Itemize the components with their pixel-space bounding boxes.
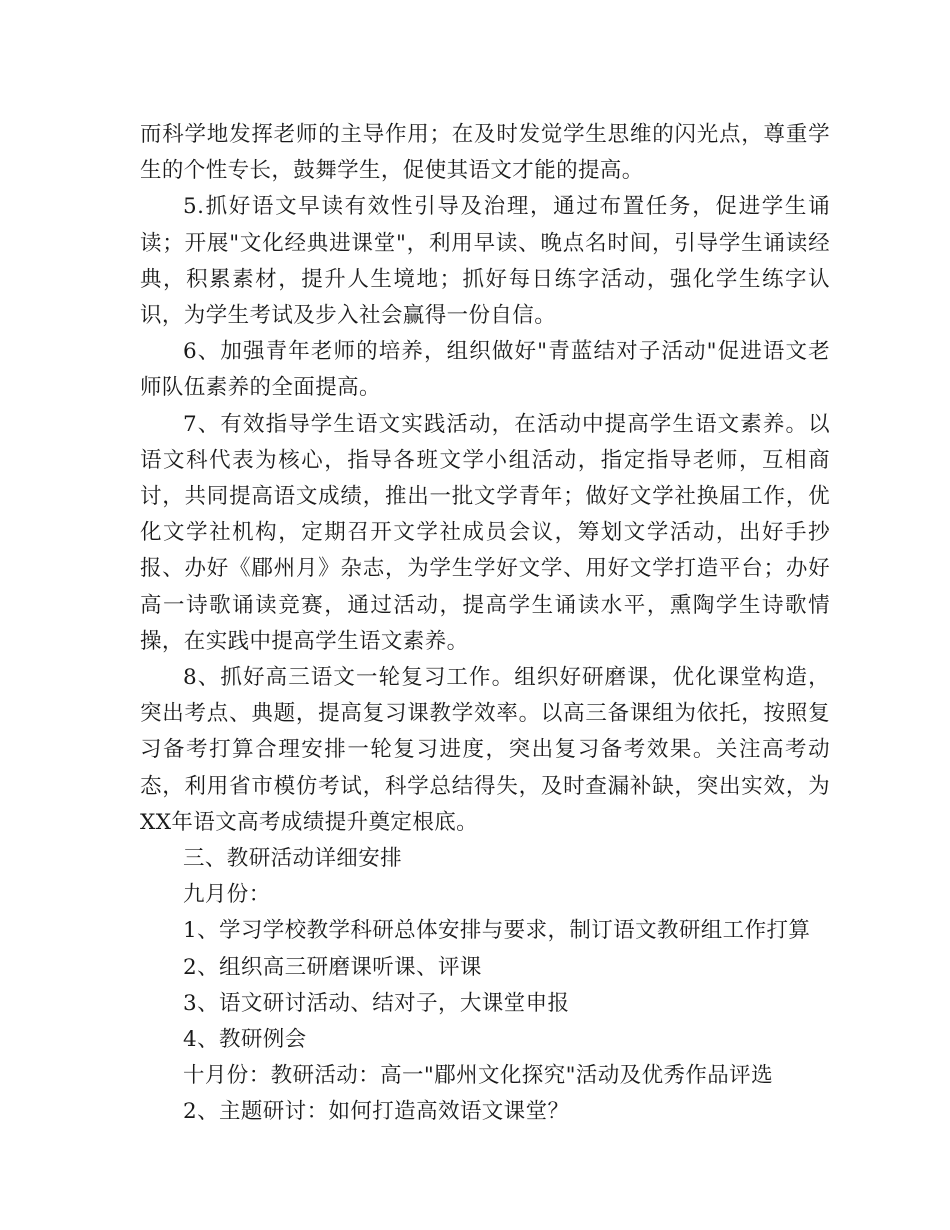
month-label-october: 十月份：教研活动：高一"郿州文化探究"活动及优秀作品评选 [183,1063,773,1089]
paragraph-item-5: 5.抓好语文早读有效性引导及治理，通过布置任务，促进学生诵读；开展"文化经典进课堂"，利用早读、晚点名时间，引导学生诵读经典，积累素材，提升人生境地；抓好每日练字活动，强化学生练字认识，为学生考试及步入社会赢得一份自信。 [140,194,830,329]
list-item: 1、学习学校教学科研总体安排与要求，制订语文教研组工作打算 [183,918,811,944]
paragraph-item-7: 7、有效指导学生语文实践活动，在活动中提高学生语文素养。以语文科代表为核心，指导各班文学小组活动，指定指导老师，互相商讨，共同提高语文成绩，推出一批文学青年；做好文学社换届工作，优化文学社机构，定期召开文学社成员会议，筹划文学活动，出好手抄报、办好《郿州月》杂志，为学生学好文学、用好文学打造平台；办好高一诗歌诵读竞赛，通过活动，提高学生诵读水平，熏陶学生诗歌情操，在实践中提高学生语文素养。 [140,411,830,654]
list-item: 4、教研例会 [183,1027,307,1053]
list-item: 2、组织高三研磨课听课、评课 [183,954,482,980]
list-item: 2、主题研讨：如何打造高效语文课堂？ [183,1099,570,1125]
month-label-september: 九月份： [183,882,271,908]
paragraph-item-8: 8、抓好高三语文一轮复习工作。组织好研磨课，优化课堂构造，突出考点、典题，提高复习课教学效率。以高三备课组为依托，按照复习备考打算合理安排一轮复习进度，突出复习备考效果。关注高考动态，利用省市模仿考试，科学总结得失，及时查漏补缺，突出实效，为XX年语文高考成绩提升奠定根底。 [140,665,830,835]
section-heading: 三、教研活动详细安排 [183,846,403,872]
document-body [140,117,830,1131]
list-item: 3、语文研讨活动、结对子，大课堂申报 [183,990,570,1016]
paragraph-continuation: 而科学地发挥老师的主导作用；在及时发觉学生思维的闪光点，尊重学生的个性专长，鼓舞学生，促使其语文才能的提高。 [140,122,830,184]
paragraph-item-6: 6、加强青年老师的培养，组织做好"青蓝结对子活动"促进语文老师队伍素养的全面提高。 [140,339,830,401]
